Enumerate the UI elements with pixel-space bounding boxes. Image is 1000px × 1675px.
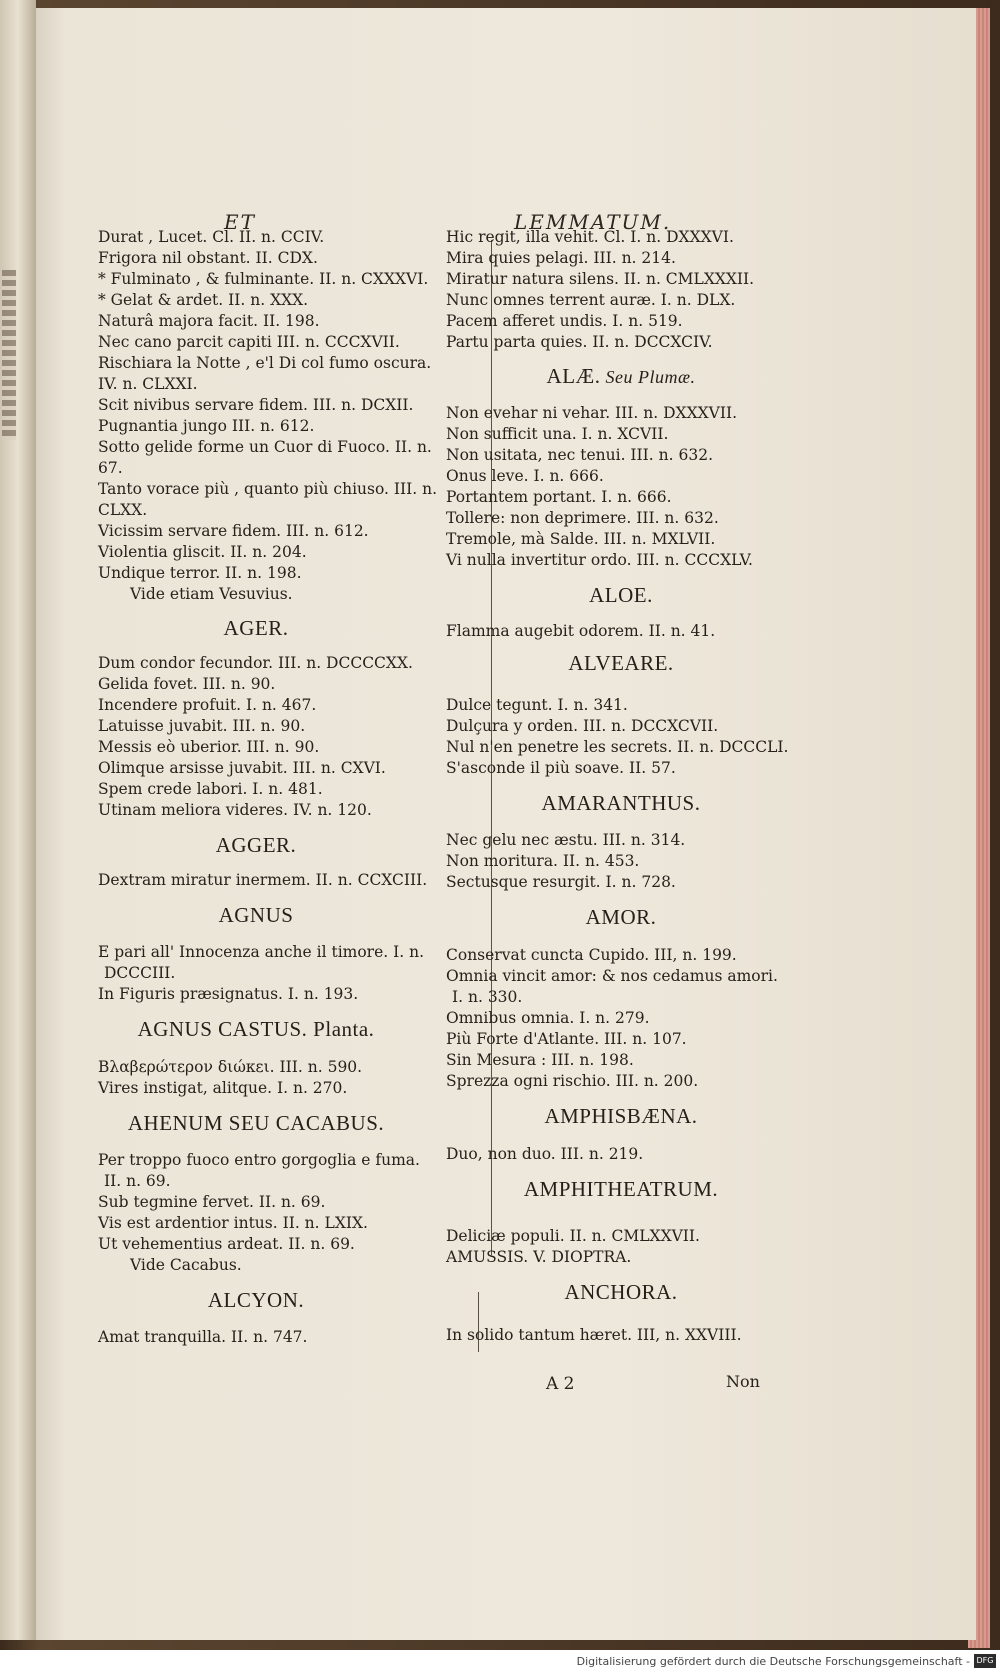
index-entry: Omnia vincit amor: & nos cedamus amori. xyxy=(446,967,778,985)
section-heading-text: AGER. xyxy=(223,616,289,640)
section-heading xyxy=(138,1017,375,1042)
index-entry: Flamma augebit odorem. II. n. 41. xyxy=(446,622,716,640)
index-entry: Omnibus omnia. I. n. 279. xyxy=(446,1009,650,1027)
index-entry: Rischiara la Notte , e'l Di col fumo oscura. xyxy=(98,354,432,372)
index-entry: Non sufficit una. I. n. XCVII. xyxy=(446,425,669,443)
section-heading-text: AGGER. xyxy=(215,833,297,857)
index-entry: Deliciæ populi. II. n. CMLXXVII. xyxy=(446,1227,700,1245)
index-entry: Dulçura y orden. III. n. DCCXCVII. xyxy=(446,717,719,735)
index-entry: Utinam meliora videres. IV. n. 120. xyxy=(98,801,372,819)
index-entry: Frigora nil obstant. II. CDX. xyxy=(98,249,318,267)
index-entry: I. n. 330. xyxy=(452,988,523,1006)
index-entry: Vicissim servare fidem. III. n. 612. xyxy=(98,522,369,540)
index-entry: Βλαβερώτερον διώκει. III. n. 590. xyxy=(98,1058,363,1076)
index-entry: Vide Cacabus. xyxy=(130,1256,242,1274)
section-heading-text: AMPHITHEATRUM. xyxy=(523,1177,719,1201)
section-heading-text: AMPHISBÆNA. xyxy=(544,1104,698,1128)
section-heading-text: AGNUS xyxy=(218,903,294,927)
page-signature: A 2 xyxy=(546,1374,575,1394)
section-subheading: Seu Plumæ. xyxy=(600,367,696,387)
footer-credit: Digitalisierung gefördert durch die Deutsche Forschungsgemeinschaft - xyxy=(576,1655,970,1668)
index-entry: Gelida fovet. III. n. 90. xyxy=(98,675,276,693)
section-heading-text: AGNUS CASTUS. Planta. xyxy=(137,1017,375,1041)
section-heading-text: ALOE. xyxy=(589,583,653,607)
index-entry: Vide etiam Vesuvius. xyxy=(130,585,293,603)
index-entry: Miratur natura silens. II. n. CMLXXXII. xyxy=(446,270,755,288)
index-entry: Portantem portant. I. n. 666. xyxy=(446,488,672,506)
index-entry: E pari all' Innocenza anche il timore. I. n. xyxy=(98,943,424,961)
index-entry: Nunc omnes terrent auræ. I. n. DLX. xyxy=(446,291,736,309)
section-heading-text: AHENUM SEU CACABUS. xyxy=(127,1111,385,1135)
left-column-header: ET xyxy=(224,210,256,234)
index-entry: CLXX. xyxy=(98,501,148,519)
dfg-logo-icon: DFG xyxy=(974,1654,996,1668)
index-entry: In solido tantum hæret. III, n. XXVIII. xyxy=(446,1326,742,1344)
section-heading xyxy=(524,1177,718,1202)
section-heading-text: ALCYON. xyxy=(207,1288,305,1312)
index-entry: Onus leve. I. n. 666. xyxy=(446,467,604,485)
index-entry: 67. xyxy=(98,459,123,477)
index-entry: Scit nivibus servare fidem. III. n. DCXII. xyxy=(98,396,414,414)
section-heading xyxy=(224,616,289,641)
index-entry: Nec gelu nec æstu. III. n. 314. xyxy=(446,831,686,849)
index-entry: Pugnantia jungo III. n. 612. xyxy=(98,417,315,435)
index-entry: Naturâ majora facit. II. 198. xyxy=(98,312,320,330)
index-entry: Conservat cuncta Cupido. III, n. 199. xyxy=(446,946,737,964)
section-heading xyxy=(208,1288,304,1313)
left-page-edge xyxy=(0,0,36,1640)
index-entry: Tanto vorace più , quanto più chiuso. III. n. xyxy=(98,480,438,498)
index-entry: DCCCIII. xyxy=(104,964,176,982)
index-entry: Vires instigat, alitque. I. n. 270. xyxy=(98,1079,348,1097)
index-entry: Hic regit, illa vehit. Cl. I. n. DXXXVI. xyxy=(446,228,734,246)
index-entry: Sub tegmine fervet. II. n. 69. xyxy=(98,1193,326,1211)
index-entry: Durat , Lucet. Cl. II. n. CCIV. xyxy=(98,228,325,246)
section-heading xyxy=(216,833,297,858)
section-heading-text: AMARANTHUS. xyxy=(541,791,701,815)
section-heading xyxy=(544,1104,697,1129)
index-entry: Dulce tegunt. I. n. 341. xyxy=(446,696,628,714)
index-entry: Tollere: non deprimere. III. n. 632. xyxy=(446,509,719,527)
index-entry: Incendere profuit. I. n. 467. xyxy=(98,696,317,714)
index-entry: Spem crede labori. I. n. 481. xyxy=(98,780,323,798)
index-entry: II. n. 69. xyxy=(104,1172,171,1190)
index-entry: Vis est ardentior intus. II. n. LXIX. xyxy=(98,1214,368,1232)
index-entry: Più Forte d'Atlante. III. n. 107. xyxy=(446,1030,687,1048)
book-page xyxy=(36,8,976,1640)
index-entry: AMUSSIS. V. DIOPTRA. xyxy=(446,1248,632,1266)
index-entry: Olimque arsisse juvabit. III. n. CXVI. xyxy=(98,759,386,777)
section-heading xyxy=(564,1280,677,1305)
section-heading-text: ALÆ. xyxy=(546,364,601,388)
index-entry: Nec cano parcit capiti III. n. CCCXVII. xyxy=(98,333,400,351)
index-entry: In Figuris præsignatus. I. n. 193. xyxy=(98,985,359,1003)
index-entry: Violentia gliscit. II. n. 204. xyxy=(98,543,307,561)
section-heading-text: ALVEARE. xyxy=(568,651,674,675)
index-entry: Non evehar ni vehar. III. n. DXXXVII. xyxy=(446,404,738,422)
section-heading-text: ANCHORA. xyxy=(564,1280,678,1304)
index-entry: Sin Mesura : III. n. 198. xyxy=(446,1051,634,1069)
index-entry: IV. n. CLXXI. xyxy=(98,375,198,393)
section-heading xyxy=(547,364,696,389)
index-entry: Non usitata, nec tenui. III. n. 632. xyxy=(446,446,714,464)
section-heading xyxy=(128,1111,384,1136)
ornament-strip xyxy=(2,270,16,440)
index-entry: Latuisse juvabit. III. n. 90. xyxy=(98,717,306,735)
section-heading xyxy=(542,791,701,816)
index-entry: Vi nulla invertitur ordo. III. n. CCCXLV. xyxy=(446,551,753,569)
index-entry: * Fulminato , & fulminante. II. n. CXXXVI. xyxy=(98,270,429,288)
index-entry: Duo, non duo. III. n. 219. xyxy=(446,1145,644,1163)
section-heading xyxy=(586,905,657,930)
index-entry: Non moritura. II. n. 453. xyxy=(446,852,640,870)
index-entry: Dextram miratur inermem. II. n. CCXCIII. xyxy=(98,871,428,889)
section-heading xyxy=(219,903,294,928)
index-entry: Undique terror. II. n. 198. xyxy=(98,564,302,582)
index-entry: Amat tranquilla. II. n. 747. xyxy=(98,1328,308,1346)
index-entry: Tremole, mà Salde. III. n. MXLVII. xyxy=(446,530,716,548)
index-entry: Messis eò uberior. III. n. 90. xyxy=(98,738,320,756)
index-entry: Nul n'en penetre les secrets. II. n. DCCCLI. xyxy=(446,738,789,756)
section-heading xyxy=(568,651,673,676)
section-heading xyxy=(589,583,653,608)
catchword: Non xyxy=(726,1372,760,1391)
index-entry: Sprezza ogni rischio. III. n. 200. xyxy=(446,1072,699,1090)
index-entry: Dum condor fecundor. III. n. DCCCCXX. xyxy=(98,654,413,672)
index-entry: Partu parta quies. II. n. DCCXCIV. xyxy=(446,333,713,351)
index-entry: Sectusque resurgit. I. n. 728. xyxy=(446,873,676,891)
right-column-header: LEMMATUM. xyxy=(514,210,672,234)
index-entry: Pacem afferet undis. I. n. 519. xyxy=(446,312,683,330)
footer-bar xyxy=(0,1650,1000,1675)
index-entry: * Gelat & ardet. II. n. XXX. xyxy=(98,291,309,309)
index-entry: S'asconde il più soave. II. 57. xyxy=(446,759,676,777)
index-entry: Mira quies pelagi. III. n. 214. xyxy=(446,249,676,267)
index-entry: Sotto gelide forme un Cuor di Fuoco. II. n. xyxy=(98,438,432,456)
index-entry: Per troppo fuoco entro gorgoglia e fuma. xyxy=(98,1151,420,1169)
index-entry: Ut vehementius ardeat. II. n. 69. xyxy=(98,1235,355,1253)
section-heading-text: AMOR. xyxy=(585,905,657,929)
